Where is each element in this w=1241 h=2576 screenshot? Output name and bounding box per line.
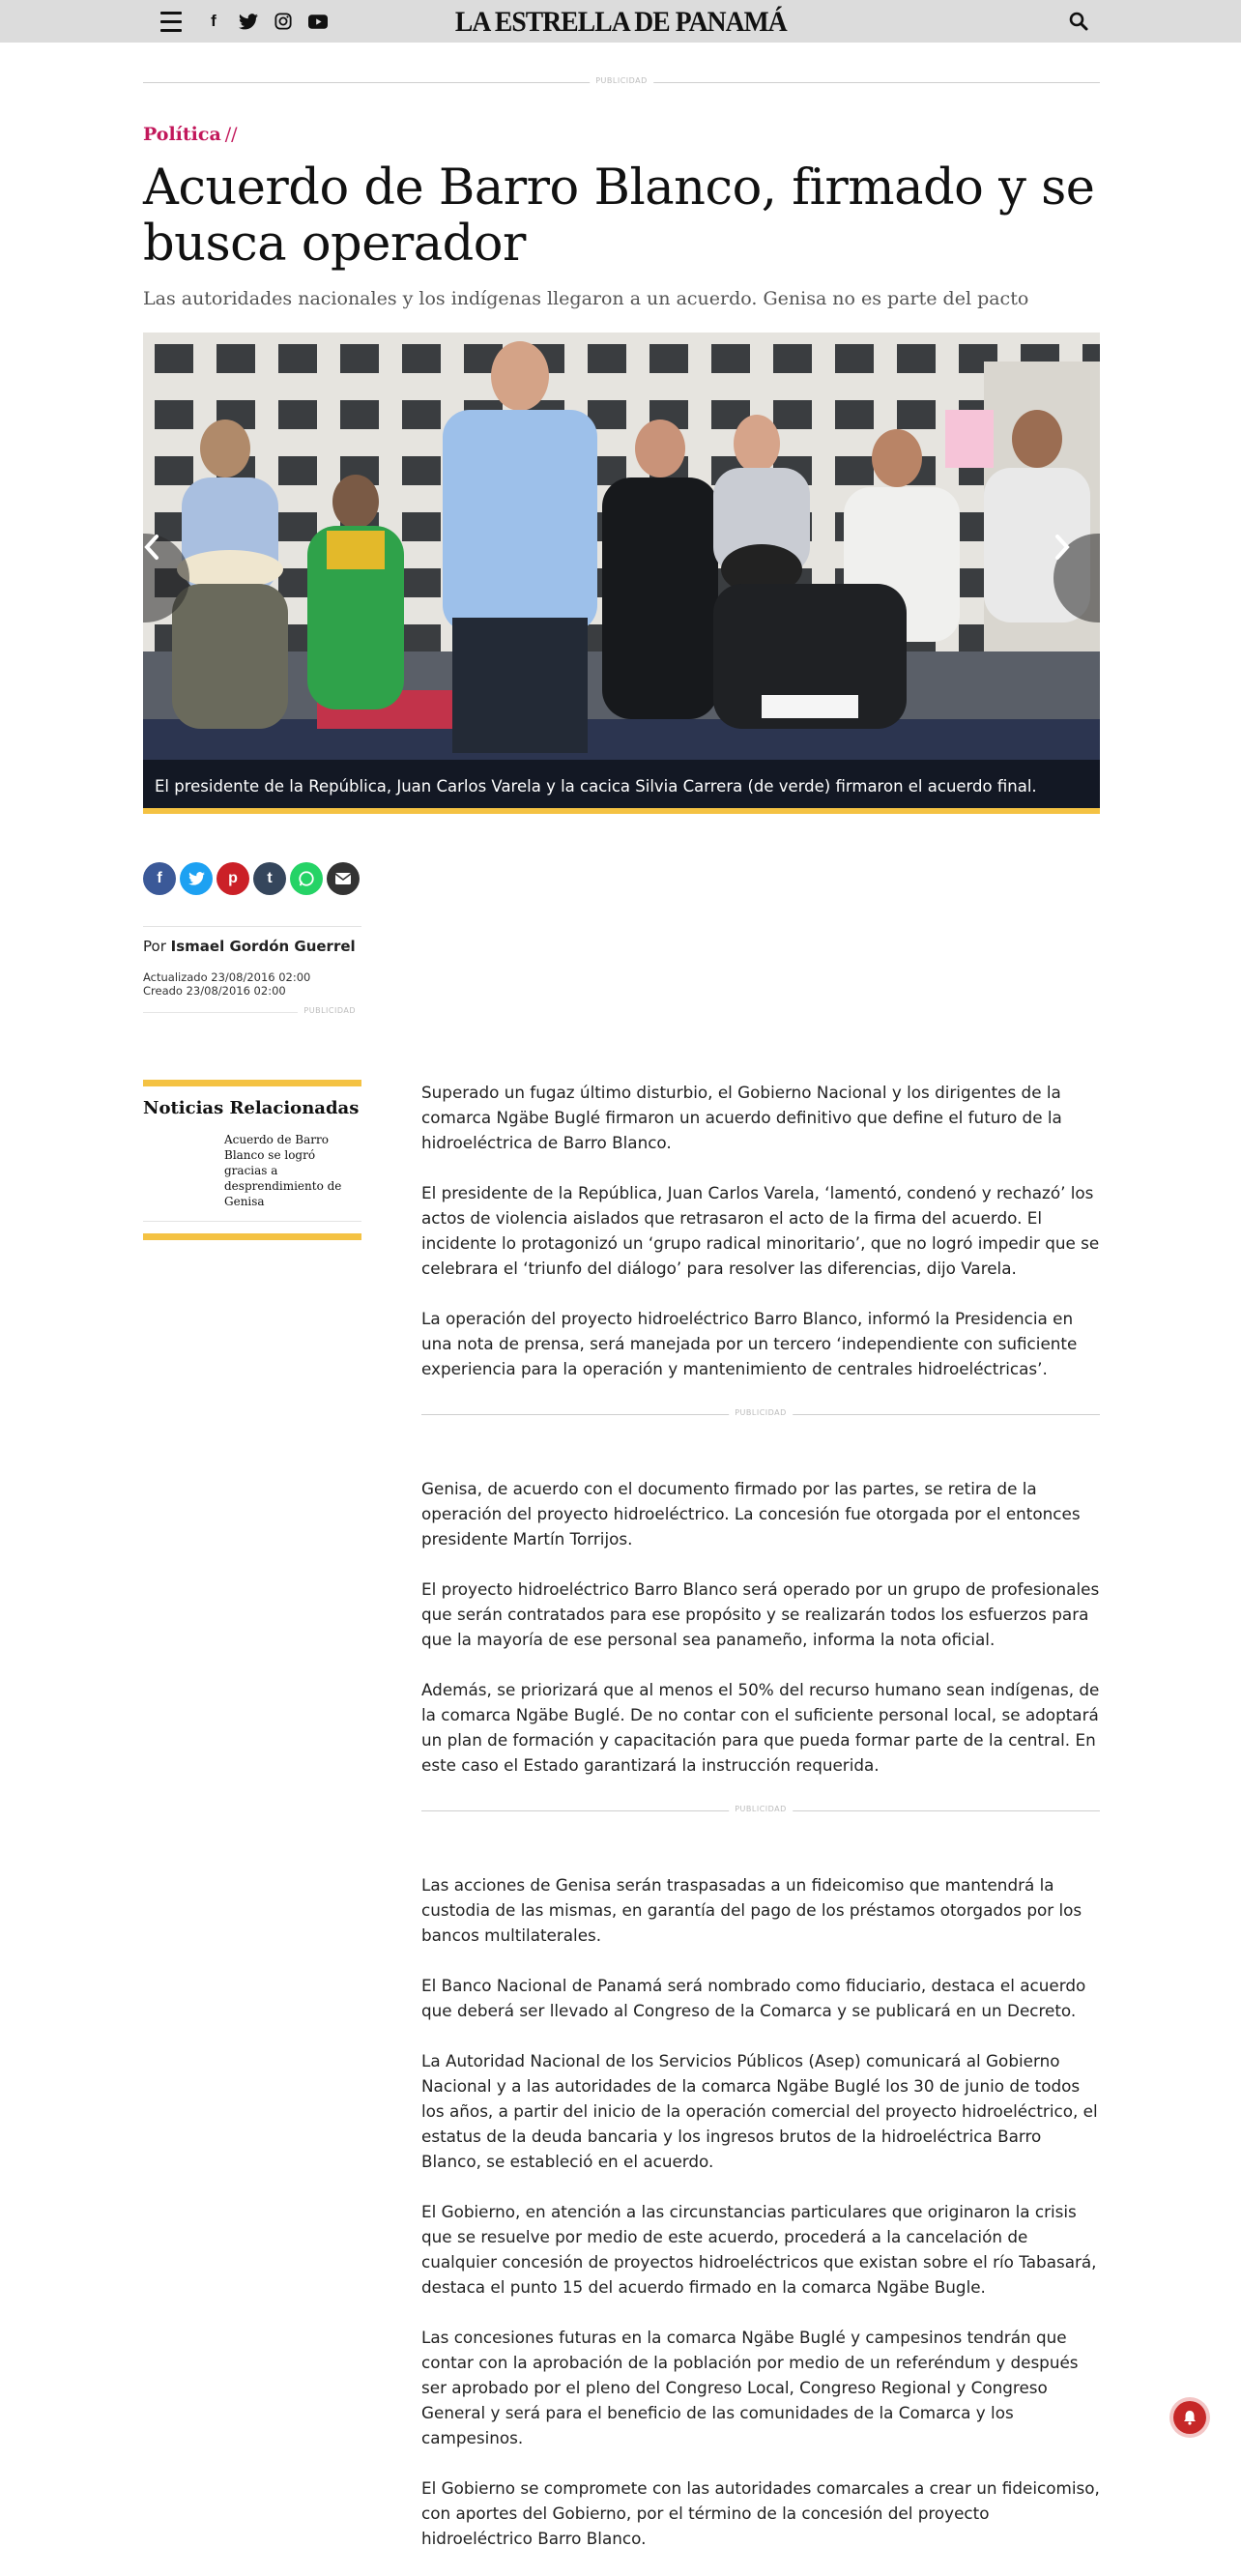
article-photo <box>143 333 1100 814</box>
paragraph: La Autoridad Nacional de los Servicios Públicos (Asep) comunicará al Gobierno Nacional y a las autoridades de la comarca Ngäbe Buglé los 30 de junio de todos los años, a partir del inicio de la operación comercial del proyecto hidroeléctrico, el estatus de la deuda bancaria y los ingresos brutos de la hidroeléctrica Barro Blanco, se estableció en el acuerdo. <box>421 2051 1098 2171</box>
site-logo[interactable]: LA ESTRELLA DE PANAMÁ <box>454 6 787 38</box>
share-tumblr-button[interactable]: t <box>253 862 286 895</box>
ad-separator: PUBLICIDAD <box>421 1407 1100 1421</box>
section-label[interactable]: Política // <box>143 124 238 145</box>
top-navbar <box>0 0 1241 43</box>
article-body-2 <box>421 1476 1100 1803</box>
paragraph: El proyecto hidroeléctrico Barro Blanco será operado por un grupo de profesionales que serán contratados para ese propósito y se realizarán todos los esfuerzos para que la mayoría de ese personal sea panameño, informa la nota oficial. <box>421 1579 1100 1649</box>
paragraph: Las concesiones futuras en la comarca Ngäbe Buglé y campesinos tendrán que contar con la aprobación de la población por medio de un referéndum y después ser aprobado por el pleno del Congreso Local, Congreso Regional y Congreso General y será para el beneficio de las comunidades de la Comarca y los campesinos. <box>421 2328 1079 2447</box>
share-twitter-button[interactable] <box>180 862 213 895</box>
related-news-item[interactable] <box>143 1132 361 1222</box>
paragraph: Genisa, de acuerdo con el documento firmado por las partes, se retira de la operación del proyecto hidroeléctrico. La concesión fue otorgada por el entonces presidente Martín Torrijos. <box>421 1479 1081 1548</box>
paragraph: El Banco Nacional de Panamá será nombrado como fiduciario, destaca el acuerdo que deberá ser llevado al Congreso de la Comarca y se publicará en un Decreto. <box>421 1976 1086 2020</box>
photo-accent-bar <box>143 808 1100 814</box>
ad-separator: PUBLICIDAD <box>143 75 1100 89</box>
search-icon[interactable] <box>1068 11 1089 32</box>
article-dates <box>143 970 310 998</box>
paragraph: Superado un fugaz último disturbio, el Gobierno Nacional y los dirigentes de la comarca Ngäbe Buglé firmaron un acuerdo definitivo que define el futuro de la hidroeléctrica de Barro Blanco. <box>421 1083 1062 1152</box>
share-buttons <box>143 862 360 895</box>
paragraph: El presidente de la República, Juan Carlos Varela, ‘lamentó, condenó y rechazó’ los actos de violencia aislados que retrasaron el acto de la firma del acuerdo. El incidente lo protagonizó un ‘grupo radical minoritario’, que no logró impedir que se celebrara el ‘triunfo del diálogo’ para resolver las diferencias, dijo Varela. <box>421 1183 1100 1278</box>
photo-caption: El presidente de la República, Juan Carlos Varela y la cacica Silvia Carrera (de verde) firmaron el acuerdo final. <box>143 760 1100 814</box>
created-date: Creado 23/08/2016 02:00 <box>143 984 286 998</box>
photo-slider <box>143 333 1100 814</box>
share-pinterest-button[interactable]: p <box>216 862 249 895</box>
article-subtitle: Las autoridades nacionales y los indígenas llegaron a un acuerdo. Genisa no es parte del pacto <box>143 288 1029 309</box>
ad-separator: PUBLICIDAD <box>143 1005 361 1019</box>
divider <box>143 926 361 927</box>
author-link[interactable]: Ismael Gordón Guerrel <box>170 938 356 955</box>
article-title: Acuerdo de Barro Blanco, firmado y se busca operador <box>143 159 1095 273</box>
paragraph: Las acciones de Genisa serán traspasadas a un fideicomiso que mantendrá la custodia de las mismas, en garantía del pago de los préstamos otorgados por los bancos multilaterales. <box>421 1875 1082 1945</box>
article-body-1 <box>421 1080 1100 1406</box>
paragraph: La operación del proyecto hidroeléctrico Barro Blanco, informó la Presidencia en una nota de prensa, será manejada por un tercero ‘independiente con suficiente experiencia para la operación y mantenimiento de centrales hidroeléctricas’. <box>421 1309 1078 1378</box>
share-email-button[interactable] <box>327 862 360 895</box>
byline: Por Ismael Gordón Guerrel <box>143 938 356 955</box>
ad-separator: PUBLICIDAD <box>421 1804 1100 1817</box>
share-facebook-button[interactable]: f <box>143 862 176 895</box>
paragraph: Además, se priorizará que al menos el 50% del recurso humano sean indígenas, de la comarca Ngäbe Buglé. De no contar con el suficiente personal local, se adoptará un plan de formación y capacitación para que pueda formar parte de la central. En este caso el Estado garantizará la instrucción requerida. <box>421 1680 1100 1775</box>
related-news-title[interactable]: Acuerdo de Barro Blanco se logró gracias a desprendimiento de Genisa <box>224 1133 342 1208</box>
related-news-heading: Noticias Relacionadas <box>143 1098 360 1118</box>
updated-date: Actualizado 23/08/2016 02:00 <box>143 970 311 984</box>
paragraph: El Gobierno se compromete con las autoridades comarcales a crear un fideicomiso, con aportes del Gobierno, por el término de la concesión del proyecto hidroeléctrico Barro Blanco. <box>421 2478 1100 2548</box>
related-news-thumbnail[interactable] <box>143 1132 215 1190</box>
share-whatsapp-button[interactable] <box>290 862 323 895</box>
related-news <box>143 1080 361 1240</box>
paragraph: El Gobierno, en atención a las circunstancias particulares que originaron la crisis que se resuelve por medio de este acuerdo, procederá a la cancelación de cualquier concesión de proyectos hidroeléctricos que existan sobre el río Tabasará, destaca el punto 15 del acuerdo firmado en la comarca Ngäbe Bugle. <box>421 2202 1097 2297</box>
facebook-icon[interactable]: f <box>211 12 216 30</box>
notification-bell-icon[interactable] <box>1173 2401 1206 2434</box>
article-body-3 <box>421 1872 1100 2576</box>
